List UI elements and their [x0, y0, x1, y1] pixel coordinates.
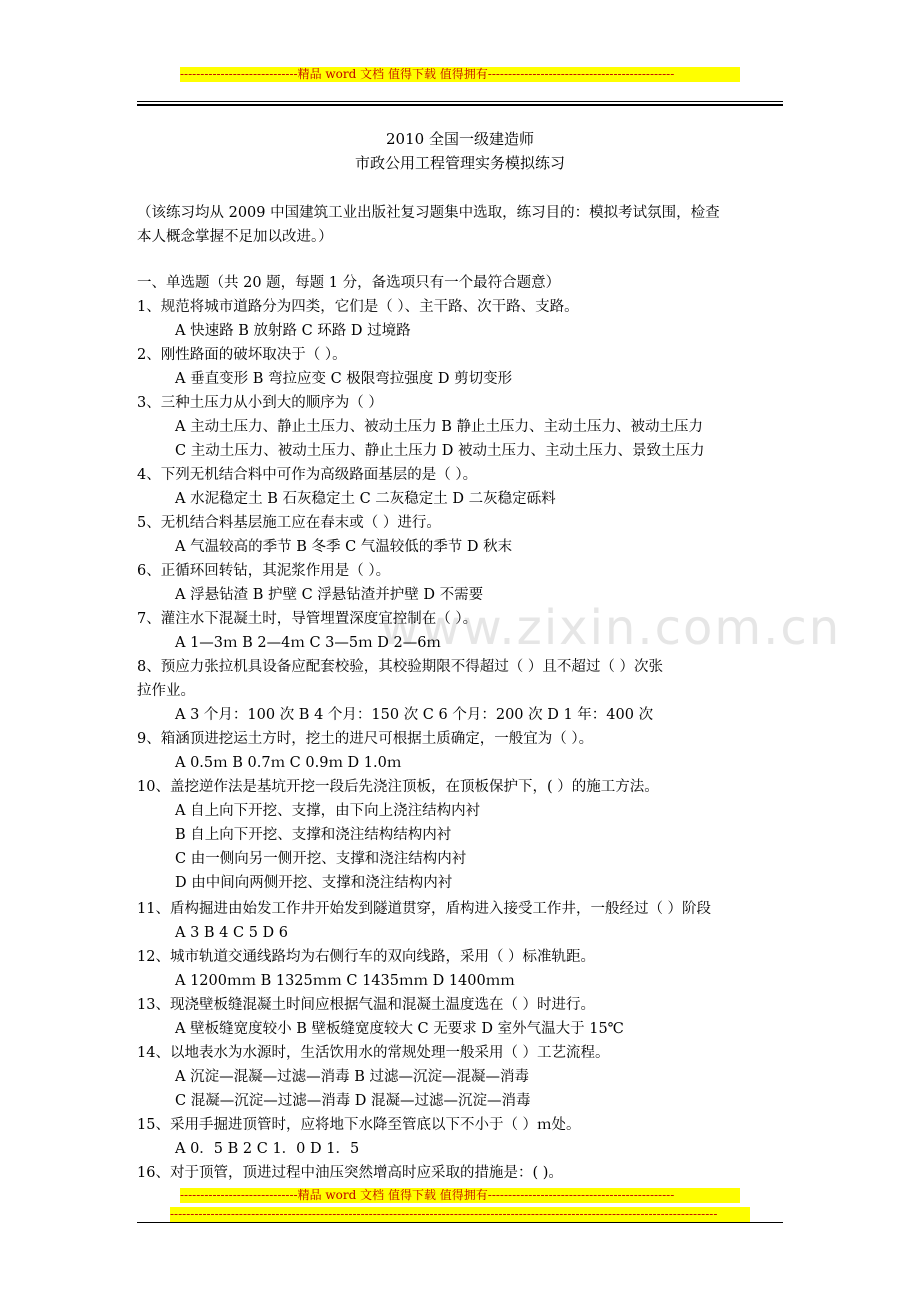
- answer-options: A 3 B 4 C 5 D 6: [175, 925, 289, 941]
- question-text: 12、城市轨道交通线路均为右侧行车的双向线路，采用（ ）标准轨距。: [137, 949, 596, 965]
- question-text: 2、刚性路面的破坏取决于（ ）。: [137, 347, 347, 363]
- question-text: 16、对于顶管，顶进过程中油压突然增高时应采取的措施是：( )。: [137, 1165, 563, 1181]
- answer-options: A 气温较高的季节 B 冬季 C 气温较低的季节 D 秋末: [175, 539, 513, 555]
- watermark: www.zixin.com.cn: [380, 600, 842, 656]
- doc-title: 2010 全国一级建造师: [386, 130, 534, 148]
- answer-options: A 沉淀—混凝—过滤—消毒 B 过滤—沉淀—混凝—消毒: [175, 1069, 529, 1085]
- answer-options: C 主动土压力、被动土压力、静止土压力 D 被动土压力、主动土压力、景致土压力: [175, 443, 705, 459]
- intro-line-1: （该练习均从 2009 中国建筑工业出版社复习题集中选取，练习目的：模拟考试氛围，检查: [137, 205, 720, 221]
- answer-option: B 自上向下开挖、支撑和浇注结构结构内衬: [175, 827, 452, 843]
- answer-option: C 由一侧向另一侧开挖、支撑和浇注结构内衬: [175, 851, 467, 867]
- answer-options: A 水泥稳定土 B 石灰稳定土 C 二灰稳定土 D 二灰稳定砾料: [175, 491, 556, 507]
- question-text-cont: 拉作业。: [137, 683, 195, 699]
- answer-option: D 由中间向两侧开挖、支撑和浇注结构内衬: [175, 875, 453, 891]
- answer-options: A 浮悬钻渣 B 护壁 C 浮悬钻渣并护壁 D 不需要: [175, 587, 484, 603]
- bottom-banner: -----------------------------精品 word 文档 值得下载 值得拥有----------------------------------------------: [180, 1188, 740, 1203]
- bottom-banner-dashes: ---------------------------------------------------------------------------------------------------------------------------------------: [170, 1207, 750, 1222]
- question-text: 9、箱涵顶进挖运土方时，挖土的进尺可根据土质确定，一般宜为（ ）。: [137, 731, 594, 747]
- question-text: 15、采用手掘进顶管时，应将地下水降至管底以下不小于（ ）ｍ处。: [137, 1117, 581, 1133]
- answer-options: A 壁板缝宽度较小 B 壁板缝宽度较大 C 无要求 D 室外气温大于 15℃: [175, 1021, 624, 1037]
- question-text: 11、盾构掘进由始发工作井开始发到隧道贯穿，盾构进入接受工作井，一般经过（ ）阶段: [137, 901, 712, 917]
- answer-options: A 快速路 B 放射路 C 环路 D 过境路: [175, 323, 411, 339]
- intro-line-2: 本人概念掌握不足加以改进。）: [137, 229, 333, 245]
- answer-options: A 主动土压力、静止土压力、被动土压力 B 静止土压力、主动土压力、被动土压力: [175, 419, 703, 435]
- answer-options: C 混凝—沉淀—过滤—消毒 D 混凝—过滤—沉淀—消毒: [175, 1093, 531, 1109]
- top-banner: -----------------------------精品 word 文档 值得下载 值得拥有----------------------------------------------: [180, 67, 740, 82]
- question-text: 4、下列无机结合料中可作为高级路面基层的是（ ）。: [137, 467, 478, 483]
- question-text: 1、规范将城市道路分为四类，它们是（ ）、主干路、次干路、支路。: [137, 299, 579, 315]
- question-text: 3、三种土压力从小到大的顺序为（ ）: [137, 395, 383, 411]
- answer-options: A 垂直变形 B 弯拉应变 C 极限弯拉强度 D 剪切变形: [175, 371, 513, 387]
- section-heading: 一、单选题（共 20 题，每题 1 分，备选项只有一个最符合题意）: [137, 275, 561, 291]
- question-text: 5、无机结合料基层施工应在春末或（ ）进行。: [137, 515, 441, 531]
- answer-options: A 3 个月：100 次 B 4 个月：150 次 C 6 个月：200 次 D 1 年：400 次: [175, 707, 654, 723]
- answer-option: A 自上向下开挖、支撑，由下向上浇注结构内衬: [175, 803, 481, 819]
- header-rule-thin: [137, 101, 783, 102]
- doc-subtitle: 市政公用工程管理实务模拟练习: [354, 154, 565, 172]
- question-text: 14、以地表水为水源时，生活饮用水的常规处理一般采用（ ）工艺流程。: [137, 1045, 610, 1061]
- answer-options: A 1—3ｍ B 2—4ｍ C 3—5ｍ D 2—6ｍ: [175, 635, 441, 651]
- question-text: 8、预应力张拉机具设备应配套校验，其校验期限不得超过（ ）且不超过（ ）次张: [137, 659, 663, 675]
- question-text: 13、现浇壁板缝混凝土时间应根据气温和混凝土温度选在（ ）时进行。: [137, 997, 596, 1013]
- question-text: 6、正循环回转钻，其泥浆作用是（ ）。: [137, 563, 391, 579]
- question-text: 10、盖挖逆作法是基坑开挖一段后先浇注顶板，在顶板保护下，( ）的施工方法。: [137, 779, 659, 795]
- question-text: 7、灌注水下混凝土时，导管埋置深度宜控制在（ ）。: [137, 611, 478, 627]
- header-rule-thick: [137, 104, 783, 106]
- answer-options: A 0.5ｍ B 0.7ｍ C 0.9ｍ D 1.0ｍ: [175, 755, 402, 771]
- answer-options: A 0．5 B 2 C 1．0 D 1．5: [175, 1141, 360, 1157]
- answer-options: A 1200ｍｍ B 1325ｍｍ C 1435ｍｍ D 1400ｍｍ: [175, 973, 515, 989]
- footer-rule: [137, 1222, 783, 1223]
